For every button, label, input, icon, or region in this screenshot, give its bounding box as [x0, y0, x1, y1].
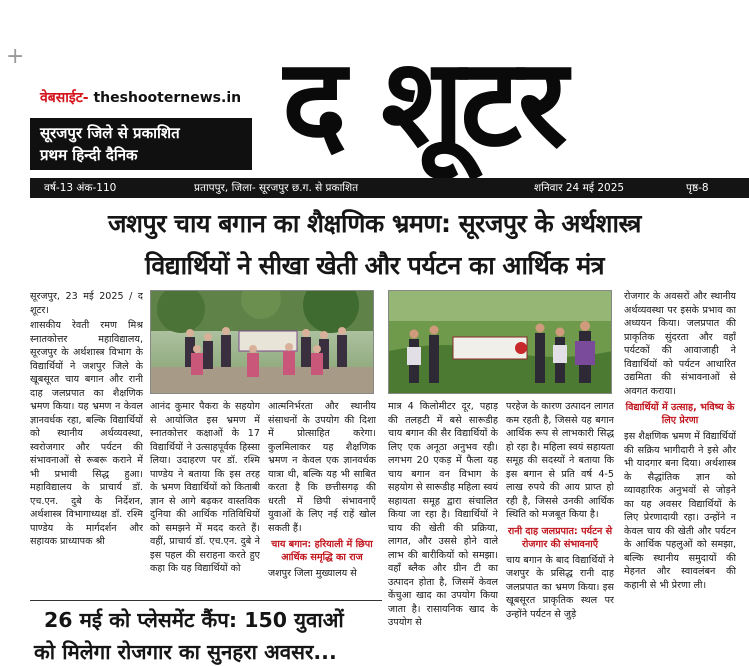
page-info: पृष्ठ-8	[686, 182, 709, 194]
col1-paragraph: शासकीय रेवती रमण मिश्र स्नातकोत्तर महाविद्यालय, सूरजपुर के अर्थशास्त्र विभाग के विद्यार्थियों ने जशपुर जिले के खूबसूरत चाय बगान और रानी दाह जलप्रपात का शैक्षणिक भ्रमण किया। यह भ्रमण न केवल ज्ञानवर्धक रहा, बल्कि विद्यार्थियों को स्थानीय अर्थव्यवस्था, स्वरोजगार और पर्यटन की संभावनाओं से रूबरू कराने में भी प्रभावी सिद्ध हुआ। महाविद्यालय के प्राचार्य डॉ. एच.एन. दुबे के निर्देशन, अर्थशास्त्र विभागाध्यक्ष डॉ. रश्मि पाण्डेय के मार्गदर्शन और सहायक प्राध्यापक श्री	[30, 320, 143, 547]
subheading-rani-dah: रानी दाह जलप्रपात: पर्यटन से रोजगार की संभावनाएँ	[507, 525, 613, 550]
col3-paragraph-1: आत्मनिर्भरता और स्थानीय संसाधनों के उपयोग की दिशा में प्रोत्साहित करेगा। कुलमिलाकर यह शैक्षणिक भ्रमण न केवल एक ज्ञानवर्धक यात्रा थी, बल्कि यह भी साबित करता है कि छत्तीसगढ़ की धरती में छिपी संभावनाएँ युवाओं के लिए नई राहें खोल सकती हैं।	[268, 401, 376, 534]
main-headline-line-1: जशपुर चाय बगान का शैक्षणिक भ्रमण: सूरजपुर के अर्थशास्त्र	[108, 209, 641, 238]
publication-box	[30, 118, 252, 170]
pub-line-2: प्रथम हिन्दी दैनिक	[40, 146, 138, 164]
subheading-enthusiasm: विद्यार्थियों में उत्साह, भविष्य के लिए प्रेरणा	[625, 402, 735, 426]
bottom-headline-line-2: को मिलेगा रोजगार का सुनहरा अवसर...	[34, 640, 337, 664]
col5-paragraph-2: चाय बगान के बाद विद्यार्थियों ने जशपुर के प्रसिद्ध रानी दाह जलप्रपात का भ्रमण किया। इस खूबसूरत प्राकृतिक स्थल पर उन्होंने पर्यटन से जुड़े	[506, 554, 614, 620]
info-strip	[30, 178, 749, 198]
col5-paragraph-1: परहेज के कारण उत्पादन लागत कम रहती है, जिससे यह बगान आर्थिक रूप से लाभकारी सिद्ध हो रहा है। महिला स्वयं सहायता समूह की सदस्यों ने बताया कि इस बगान से प्रति वर्ष 4-5 लाख रुपये की आय प्राप्त हो रही है, जिससे उनकी आर्थिक स्थिति को मजबूत किया है।	[506, 401, 614, 520]
col6-paragraph-1: रोजगार के अवसरों और स्थानीय अर्थव्यवस्था पर इसके प्रभाव का अध्ययन किया। जलप्रपात की प्राकृतिक सुंदरता और वहाँ पर्यटकों की आवाजाही ने विद्यार्थियों को पर्यटन आधारित उद्यमिता की संभावनाओं से अवगत कराया।	[624, 291, 736, 397]
section-divider	[30, 600, 382, 601]
place-info: प्रतापपुर, जिला- सूरजपुर छ.ग. से प्रकाशित	[194, 182, 359, 194]
dateline: सूरजपुर, 23 मई 2025 / द शूटर।	[30, 291, 143, 316]
article-column-6	[624, 290, 736, 636]
crosshair-mark-icon: +	[6, 44, 25, 69]
website-url[interactable]: theshooternews.in	[93, 90, 242, 106]
article-column-2	[150, 400, 260, 596]
article-column-4	[388, 400, 498, 646]
date-info: शनिवार 24 मई 2025	[534, 182, 625, 194]
col2-paragraph: आनंद कुमार पैकरा के सहयोग से आयोजित इस भ्रमण में स्नातकोत्तर कक्षाओं के 17 विद्यार्थियों ने उत्साहपूर्वक हिस्सा लिया। उदाहरण पर डॉ. रश्मि पाण्डेय ने बताया कि इस तरह के भ्रमण विद्यार्थियों को किताबी ज्ञान से आगे बढ़कर वास्तविक दुनिया की आर्थिक गतिविधियों को समझने में मदद करते हैं। वहीं, प्राचार्य डॉ. एच.एन. दुबे ने इस पहल की सराहना करते हुए कहा कि यह विद्यार्थियों को	[150, 401, 260, 574]
col4-paragraph: मात्र 4 किलोमीटर दूर, पहाड़ की तलहटी में बसे सारूडीह चाय बगान की सैर विद्यार्थियों के लिए एक अनूठा अनुभव रही। लगभग 20 एकड़ में फैला यह चाय बगान वन विभाग के सहयोग से सारूडीह महिला स्वयं सहायता समूह द्वारा संचालित किया जा रहा है। विद्यार्थियों ने चाय की खेती की प्रक्रिया, लागत, और उससे होने वाले लाभ की बारीकियों को समझा। वहाँ ब्लैक और ग्रीन टी का उत्पादन होता है, जिसमें केवल केंचुआ खाद का उपयोग किया जाता है। रासायनिक खाद के उपयोग से	[388, 401, 498, 628]
article-column-5	[506, 400, 614, 646]
subheading-tea-garden: चाय बगान: हरियाली में छिपा आर्थिक समृद्धि का राज	[271, 539, 373, 563]
volume-info: वर्ष-13 अंक-110	[44, 182, 117, 194]
article-column-1	[30, 290, 143, 595]
newspaper-title: द शूटर	[282, 32, 564, 174]
website-line	[40, 88, 241, 107]
pub-line-1: सूरजपुर जिले से प्रकाशित	[40, 124, 180, 142]
article-column-3	[268, 400, 376, 596]
website-label: वेबसाईट-	[40, 90, 89, 106]
bottom-headline-line-1: 26 मई को प्लेसमेंट कैंप: 150 युवाओं	[44, 608, 344, 632]
group-photo-tea-garden-2	[388, 290, 612, 394]
col3-paragraph-2: जशपुर जिला मुख्यालय से	[268, 568, 357, 579]
main-headline-line-2: विद्यार्थियों ने सीखा खेती और पर्यटन का आर्थिक मंत्र	[144, 251, 605, 280]
col6-paragraph-2: इस शैक्षणिक भ्रमण में विद्यार्थियों की सक्रिय भागीदारी ने इसे और भी यादगार बना दिया। अर्थशास्त्र के सैद्धांतिक ज्ञान को व्यावहारिक अनुभवों से जोड़ने का यह अवसर विद्यार्थियों के लिए प्रेरणादायी रहा। उन्होंने न केवल चाय की खेती और पर्यटन के आर्थिक पहलुओं को समझा, बल्कि स्थानीय समुदायों की मेहनत और स्वावलंबन की कहानी से भी प्रेरणा ली।	[624, 431, 736, 591]
group-photo-tea-garden-1	[150, 290, 374, 394]
